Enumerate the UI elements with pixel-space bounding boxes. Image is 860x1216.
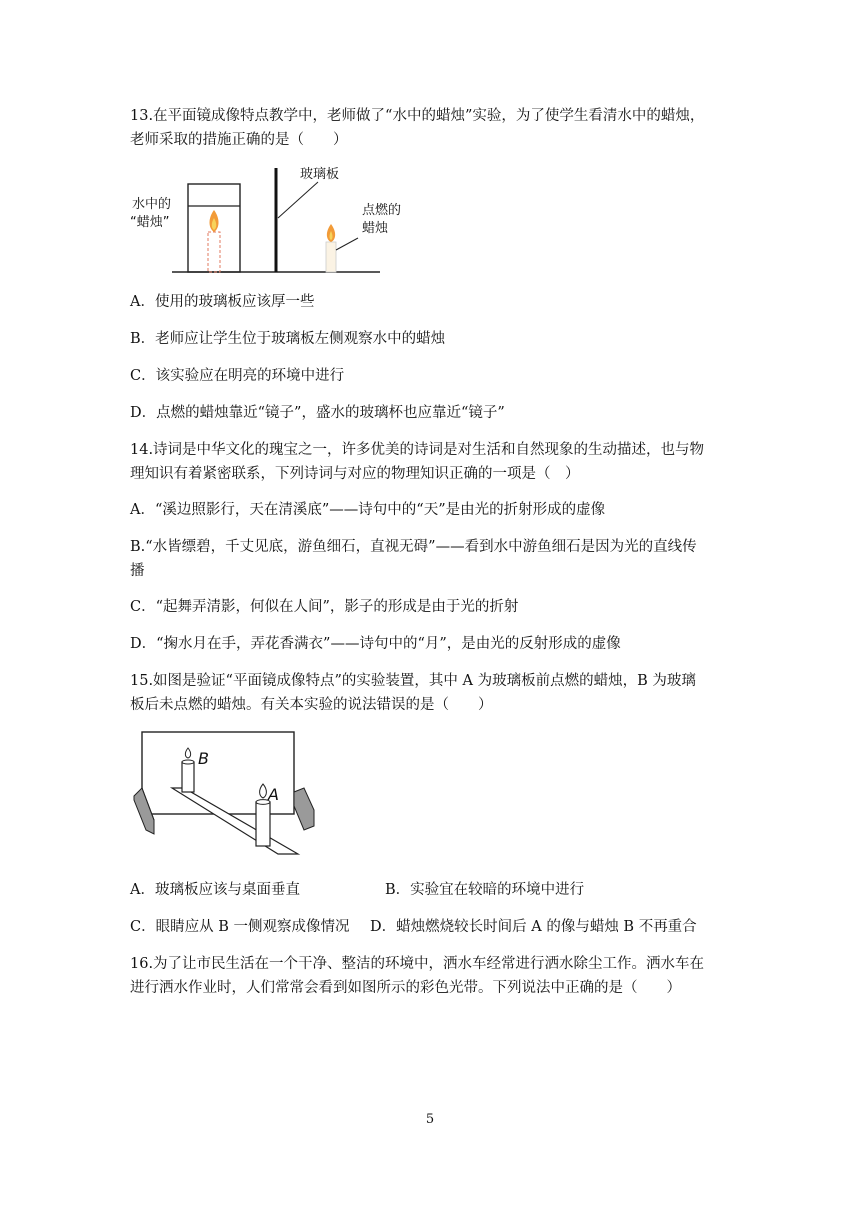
- page-number: 5: [425, 1112, 435, 1127]
- label-glass-plate: 玻璃板: [300, 167, 340, 182]
- image-candle: [208, 232, 220, 272]
- label-water-candle-1: 水中的: [132, 197, 172, 212]
- q15-plane-mirror-apparatus-figure: [128, 726, 324, 862]
- q14-option-b-line-2: 播: [130, 563, 145, 579]
- q15-option-b: B．实验宜在较暗的环境中进行: [385, 882, 585, 898]
- q14-option-c: C．“起舞弄清影，何似在人间”，影子的形成是由于光的折射: [130, 599, 519, 615]
- q16-stem-line-1: 16.为了让市民生活在一个干净、整洁的环境中，洒水车经常进行洒水除尘工作。洒水车在: [130, 956, 705, 972]
- q14-option-b-line-1: B.“水皆缥碧，千丈见底，游鱼细石，直视无碍”——看到水中游鱼细石是因为光的直线传: [130, 539, 697, 555]
- q15-option-d: D．蜡烛燃烧较长时间后 A 的像与蜡烛 B 不再重合: [370, 919, 697, 935]
- lit-candle-pointer: [336, 238, 358, 250]
- q15-stem-line-1: 15.如图是验证“平面镜成像特点”的实验装置，其中 A 为玻璃板前点燃的蜡烛，B 为玻璃: [130, 673, 696, 689]
- candle-b: [182, 762, 194, 792]
- q16-stem-line-2: 进行洒水作业时，人们常常会看到如图所示的彩色光带。下列说法中正确的是（ ）: [130, 980, 681, 996]
- q13-water-candle-figure: [128, 162, 402, 278]
- candle-a-flame: [260, 784, 267, 798]
- lit-candle: [326, 242, 336, 272]
- label-lit-candle-2: 蜡烛: [362, 221, 389, 236]
- right-support: [294, 788, 314, 830]
- q13-option-b: B．老师应让学生位于玻璃板左侧观察水中的蜡烛: [130, 331, 446, 347]
- q14-stem-line-1: 14.诗词是中华文化的瑰宝之一，许多优美的诗词是对生活和自然现象的生动描述，也与物: [130, 442, 705, 458]
- q14-option-a: A．“溪边照影行，天在清溪底”——诗句中的“天”是由光的折射形成的虚像: [130, 502, 606, 518]
- q13-stem-line-1: 13.在平面镜成像特点教学中，老师做了“水中的蜡烛”实验，为了使学生看清水中的蜡烛，: [130, 108, 705, 124]
- q14-option-d: D．“掬水月在手，弄花香满衣”——诗句中的“月”，是由光的反射形成的虚像: [130, 636, 621, 652]
- candle-a: [256, 802, 270, 846]
- label-candle-b: B: [198, 749, 209, 768]
- q13-option-a: A．使用的玻璃板应该厚一些: [130, 294, 315, 310]
- q14-stem-line-2: 理知识有着紧密联系，下列诗词与对应的物理知识正确的一项是（ ）: [130, 466, 580, 482]
- q13-option-c: C．该实验应在明亮的环境中进行: [130, 368, 345, 384]
- q15-stem-line-2: 板后未点燃的蜡烛。有关本实验的说法错误的是（ ）: [130, 697, 493, 713]
- ruler: [172, 788, 298, 854]
- label-lit-candle-1: 点燃的: [362, 203, 402, 218]
- candle-b-flame: [185, 748, 190, 758]
- q13-option-d: D．点燃的蜡烛靠近“镜子”，盛水的玻璃杯也应靠近“镜子”: [130, 405, 505, 421]
- q15-option-a: A．玻璃板应该与桌面垂直: [130, 882, 300, 898]
- q15-option-c: C．眼睛应从 B 一侧观察成像情况: [130, 919, 350, 935]
- label-water-candle-2: “蜡烛”: [130, 215, 170, 230]
- glass-plate-pointer: [278, 182, 318, 218]
- q13-stem-line-2: 老师采取的措施正确的是（ ）: [130, 132, 348, 148]
- label-candle-a: A: [268, 785, 279, 804]
